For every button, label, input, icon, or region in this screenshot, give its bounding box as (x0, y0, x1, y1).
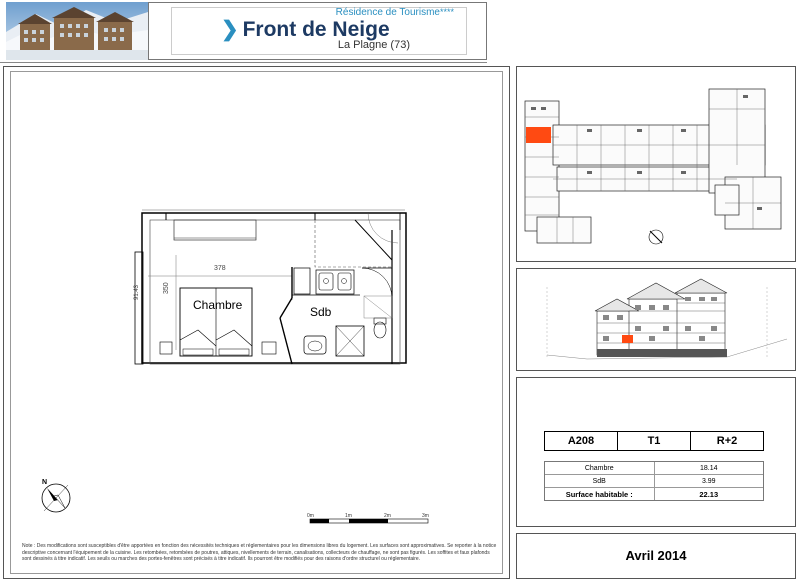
scale-label-2: 2m (384, 513, 391, 519)
apartment-elevation-highlight (622, 335, 633, 343)
area-label: Chambre (545, 462, 655, 474)
area-value: 18.14 (699, 464, 718, 472)
residence-location: La Plagne (73) (337, 39, 410, 51)
building-level-panel (516, 66, 796, 262)
dimension-width: 378 (214, 265, 226, 272)
total-label: Surface habitable : (545, 488, 655, 500)
north-label: N (42, 479, 48, 486)
plan-date: Avril 2014 (625, 548, 687, 563)
unit-type: T1 (618, 432, 691, 450)
north-arrow-icon (42, 484, 70, 512)
area-label: SdB (545, 475, 655, 487)
table-row (545, 475, 763, 488)
subtitle-text: Résidence de Tourisme (335, 7, 440, 18)
table-row (545, 462, 763, 475)
building-elevation-panel (516, 268, 796, 371)
room-label-chambre: Chambre (193, 298, 243, 312)
building-level-plan (517, 67, 795, 261)
unit-number: A208 (545, 432, 618, 450)
scale-label-1: 1m (345, 513, 352, 519)
compass-icon (649, 230, 663, 244)
star-rating: **** (439, 7, 454, 17)
dimension-side: 91.43 (134, 284, 140, 300)
area-value: 3.99 (701, 477, 716, 485)
scale-label-3: 3m (422, 513, 429, 519)
room-label-sdb: Sdb (310, 305, 332, 319)
area-table (544, 461, 764, 501)
disclaimer-note: Note : Des modifications sont susceptibles d'être apportées en fonction des nécessités techniques et réglementaires pour les dimensions libres du logement. Les surfaces sont approximatives. Se reporter à la notice descriptive concernant l'équipement de la cuisine. Les retombées, retombées de poutres, attiques, nivellements de terrain, canalisations, collecteurs de chauffage, ne sont pas figurés. Les soffites et faux plafonds sont dessinés à titre indicatif. Les seuils ou marches des portes-fenêtres sont précisés à titre indicatif. Ils pourront être modifiés pour des raisons d'ordre structurel ou réglementaire. (22, 543, 497, 563)
total-value: 22.13 (699, 489, 719, 499)
unit-summary-panel (516, 377, 796, 527)
apartment-highlight (526, 127, 551, 143)
total-row (545, 488, 763, 500)
scale-bar (310, 519, 428, 523)
title-text: Front de Neige (242, 18, 390, 41)
unit-level: R+2 (716, 435, 738, 447)
building-elevation (517, 269, 795, 370)
chevron-right-icon: ❯ (221, 18, 239, 41)
scale-label-0: 0m (307, 513, 314, 519)
dimension-height: 350 (163, 282, 170, 294)
unit-header-table (544, 431, 764, 451)
